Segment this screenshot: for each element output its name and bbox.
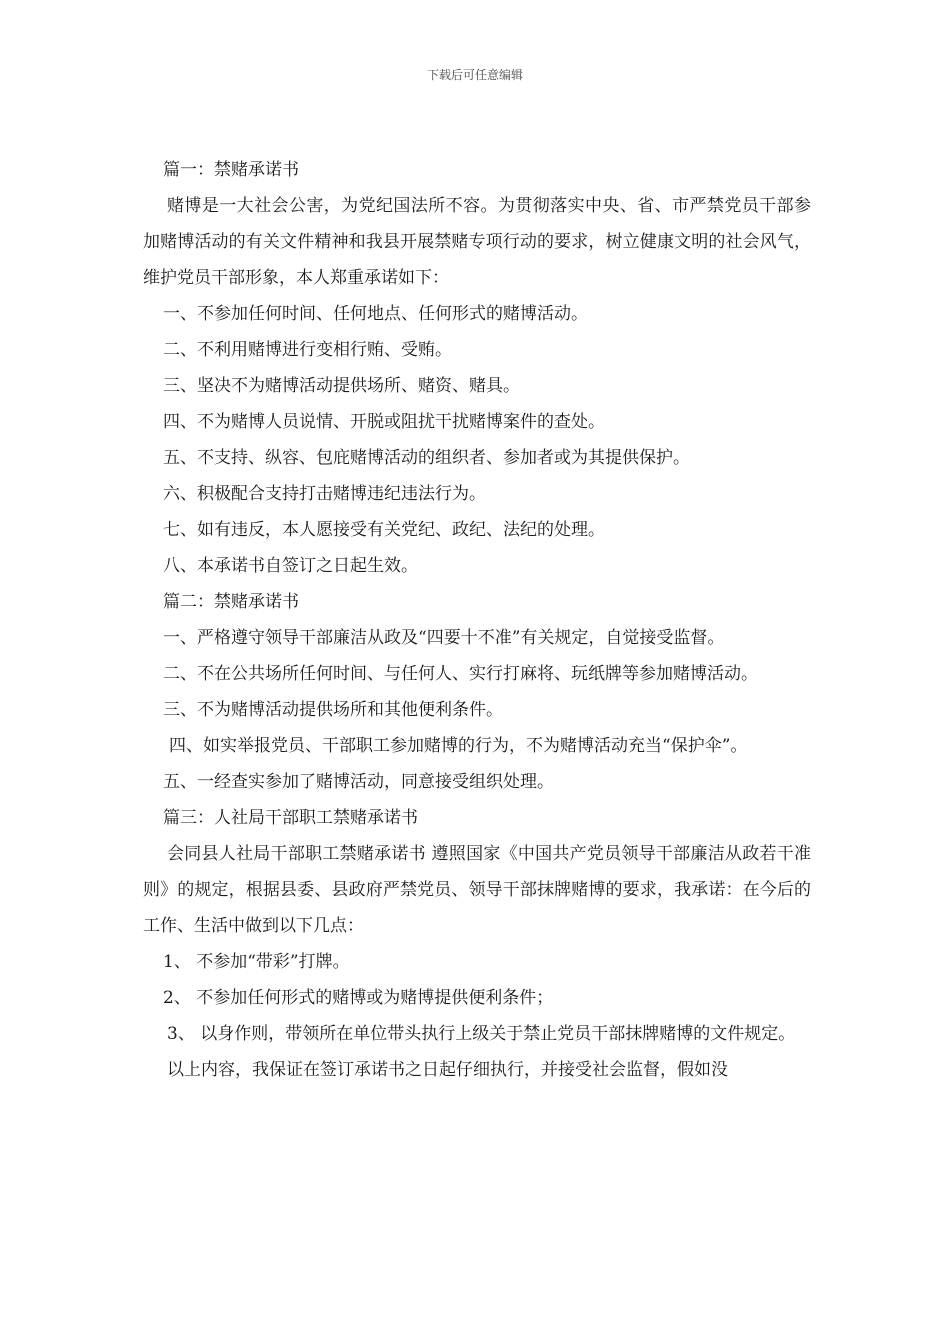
section-1-item-5: 五、不支持、纵容、包庇赌博活动的组织者、参加者或为其提供保护。 bbox=[163, 448, 690, 468]
section-1-item-1: 一、不参加任何时间、任何地点、任何形式的赌博活动。 bbox=[163, 304, 588, 324]
section-1-item-6: 六、积极配合支持打击赌博违纪违法行为。 bbox=[163, 484, 486, 504]
section-2-item-2: 二、不在公共场所任何时间、与任何人、实行打麻将、玩纸牌等参加赌博活动。 bbox=[163, 664, 758, 684]
section-2-item-5: 五、一经查实参加了赌博活动，同意接受组织处理。 bbox=[163, 772, 554, 792]
section-3-item-1: 1、 不参加“带彩”打牌。 bbox=[163, 952, 350, 972]
section-2-item-3: 三、不为赌博活动提供场所和其他便利条件。 bbox=[163, 700, 503, 720]
section-3-item-3: 3、 以身作则，带领所在单位带头执行上级关于禁止党员干部抹牌赌博的文件规定。 bbox=[167, 1024, 796, 1044]
section-1-item-8: 八、本承诺书自签订之日起生效。 bbox=[163, 556, 418, 576]
section-3-closing: 以上内容，我保证在签订承诺书之日起仔细执行，并接受社会监督，假如没 bbox=[167, 1060, 728, 1080]
section-1-intro: 赌博是一大社会公害，为党纪国法所不容。为贯彻落实中央、省、市严禁党员干部参加赌博活动的有关文件精神和我县开展禁赌专项行动的要求，树立健康文明的社会风气，维护党员干部形象，本人郑重承诺如下： bbox=[143, 196, 811, 288]
section-3-title: 篇三：人社局干部职工禁赌承诺书 bbox=[163, 808, 418, 828]
section-3-intro: 会同县人社局干部职工禁赌承诺书 遵照国家《中国共产党员领导干部廉洁从政若干准则》的规定，根据县委、县政府严禁党员、领导干部抹牌赌博的要求，我承诺：在今后的工作、生活中做到以下几点： bbox=[143, 844, 811, 936]
section-1-item-2: 二、不利用赌博进行变相行贿、受贿。 bbox=[163, 340, 452, 360]
section-1-item-4: 四、不为赌博人员说情、开脱或阻扰干扰赌博案件的查处。 bbox=[163, 412, 605, 432]
document-body bbox=[143, 152, 811, 1088]
section-1-item-3: 三、坚决不为赌博活动提供场所、赌资、赌具。 bbox=[163, 376, 520, 396]
section-1-item-7: 七、如有违反，本人愿接受有关党纪、政纪、法纪的处理。 bbox=[163, 520, 605, 540]
page-header: 下载后可任意编辑 bbox=[426, 68, 523, 82]
section-3-item-2: 2、 不参加任何形式的赌博或为赌博提供便利条件； bbox=[163, 988, 554, 1008]
section-2-item-1: 一、严格遵守领导干部廉洁从政及“四要十不准”有关规定，自觉接受监督。 bbox=[163, 628, 725, 648]
section-2-title: 篇二：禁赌承诺书 bbox=[163, 592, 299, 612]
section-2-item-4: 四、如实举报党员、干部职工参加赌博的行为，不为赌博活动充当“保护伞”。 bbox=[169, 736, 748, 756]
section-1-title: 篇一：禁赌承诺书 bbox=[163, 160, 299, 180]
